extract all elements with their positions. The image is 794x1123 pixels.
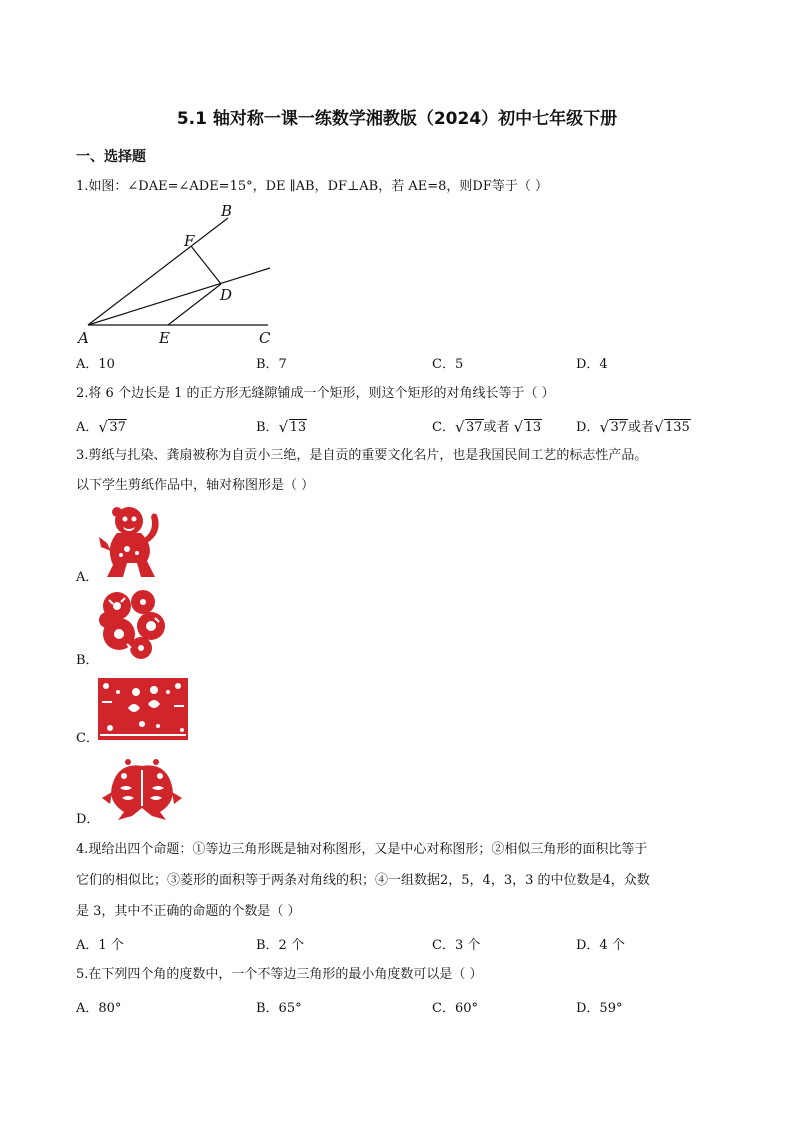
couple-papercut-icon	[98, 678, 188, 740]
option-prefix: C．	[432, 420, 455, 435]
q3-option-a[interactable]: A．	[76, 570, 99, 585]
option-connector: 或者	[483, 420, 514, 435]
question-4-line1: 4.现给出四个命题：①等边三角形既是轴对称图形，又是中心对称图形；②相似三角形的面积比等于	[76, 842, 648, 857]
page-title: 5.1 轴对称一课一练数学湘教版（2024）初中七年级下册	[176, 109, 618, 129]
sqrt-symbol: √ 37	[456, 420, 484, 435]
sqrt-symbol: √ 37	[99, 420, 127, 435]
q1-option-a[interactable]: A．10	[76, 357, 115, 372]
segment-ab	[88, 218, 228, 325]
q5-option-d[interactable]: D．59°	[576, 1001, 623, 1016]
segment-ed	[168, 284, 221, 325]
label-f: F	[184, 232, 195, 250]
twin-fish-papercut-icon	[98, 758, 186, 822]
option-prefix: A．	[76, 420, 99, 435]
label-a: A	[78, 329, 89, 347]
sqrt-symbol: √ 13	[280, 420, 308, 435]
q1-option-b[interactable]: B．7	[256, 357, 287, 372]
label-d: D	[220, 286, 233, 304]
flower-papercut-icon	[97, 588, 169, 660]
q2-option-c[interactable]	[432, 416, 542, 435]
q3-option-b[interactable]: B．	[76, 653, 99, 668]
section-heading: 一、选择题	[76, 149, 146, 165]
q4-option-b[interactable]: B．2 个	[256, 938, 304, 953]
question-2-stem: 2.将 6 个边长是 1 的正方形无缝隙铺成一个矩形，则这个矩形的对角线长等于（ ）	[76, 386, 555, 401]
monkey-papercut-icon	[97, 503, 165, 579]
q4-option-d[interactable]: D．4 个	[576, 938, 625, 953]
q4-option-a[interactable]: A．1 个	[76, 938, 124, 953]
question-3-stem-line1: 3.剪纸与扎染、龚扇被称为自贡小三绝，是自贡的重要文化名片，也是我国民间工艺的标志性产品。	[76, 448, 648, 463]
q5-option-a[interactable]: A．80°	[76, 1001, 122, 1016]
label-b: B	[221, 202, 233, 220]
q5-option-c[interactable]: C．60°	[432, 1001, 478, 1016]
question-5-stem: 5.在下列四个角的度数中，一个不等边三角形的最小角度数可以是（ ）	[76, 967, 483, 982]
q2-option-a[interactable]	[76, 416, 127, 435]
q5-option-b[interactable]: B．65°	[256, 1001, 302, 1016]
question-4-line3: 是 3，其中不正确的命题的个数是（ ）	[76, 904, 301, 919]
question-4-line2: 它们的相似比；③菱形的面积等于两条对角线的积；④一组数据2，5，4，3，3 的中位数是4，众数	[76, 873, 650, 888]
sqrt-symbol: √ 37	[600, 420, 628, 435]
sqrt-symbol: √ 13	[515, 420, 543, 435]
option-prefix: B．	[256, 420, 279, 435]
question-3-stem-line2: 以下学生剪纸作品中，轴对称图形是（ ）	[76, 478, 315, 493]
sqrt-symbol: √ 135	[655, 420, 691, 435]
q2-option-b[interactable]	[256, 416, 307, 435]
option-prefix: D．	[576, 420, 600, 435]
q4-option-c[interactable]: C．3 个	[432, 938, 481, 953]
question-1-stem: 1.如图：∠DAE=∠ADE=15°，DE ∥AB，DF⊥AB，若 AE=8，则DF等于（ ）	[76, 179, 548, 194]
q3-option-c[interactable]: C．	[76, 731, 99, 746]
q1-option-d[interactable]: D．4	[576, 357, 608, 372]
segment-fd	[191, 246, 221, 284]
q3-option-d[interactable]: D．	[76, 812, 100, 827]
option-connector: 或者	[627, 420, 654, 435]
q2-option-d[interactable]	[576, 416, 691, 435]
label-c: C	[259, 329, 271, 347]
label-e: E	[159, 329, 170, 347]
geometry-figure	[76, 200, 286, 350]
q1-option-c[interactable]: C．5	[432, 357, 464, 372]
